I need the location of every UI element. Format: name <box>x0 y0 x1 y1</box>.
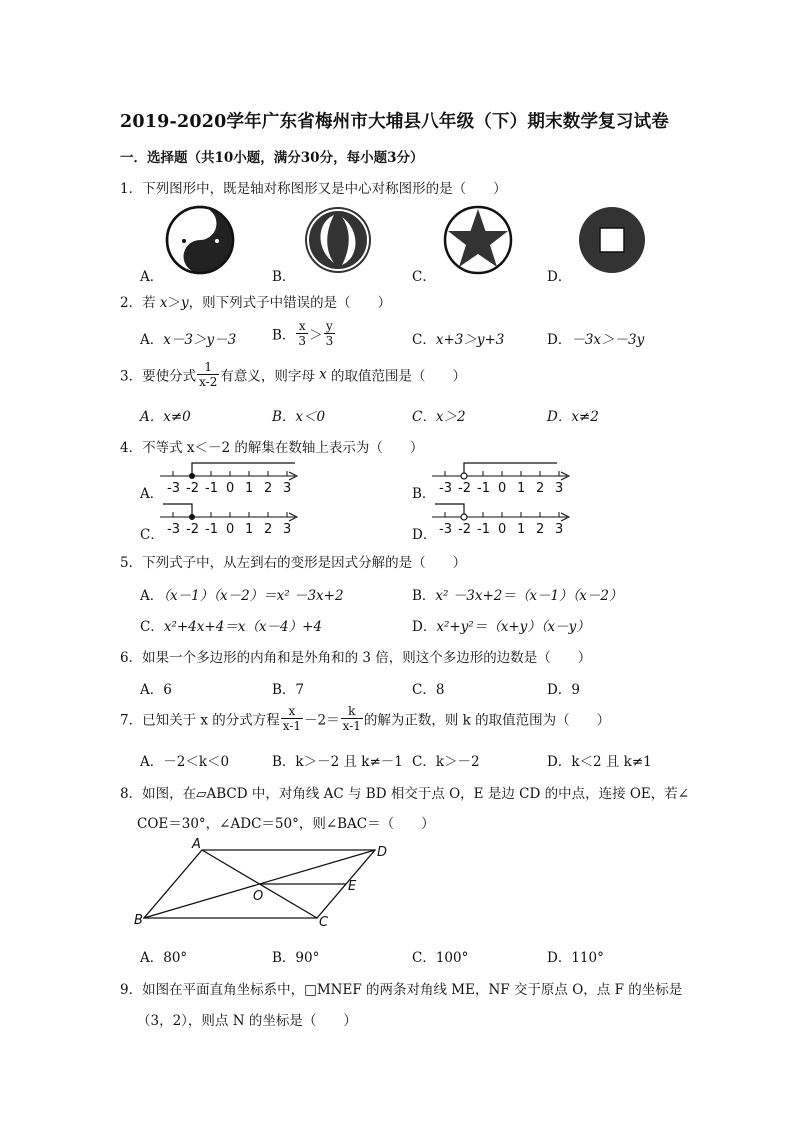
tick-label: 0 <box>226 522 235 537</box>
tick-label: 2 <box>264 522 273 537</box>
tick-label: -2 <box>186 481 199 496</box>
tick-label: -3 <box>167 481 180 496</box>
tick-label: 3 <box>283 481 292 496</box>
page-title: 2019-2020学年广东省梅州市大埔县八年级（下）期末数学复习试卷 <box>120 112 669 132</box>
option-b: B．x＜0 <box>272 409 326 425</box>
tick-label: 2 <box>536 522 545 537</box>
option-a-label: A． <box>140 269 164 285</box>
option-c: C．x+3＞y+3 <box>412 332 505 348</box>
option-a-label: A． <box>140 486 164 502</box>
point-o-label: O <box>253 889 264 904</box>
option-c: C．8 <box>412 682 445 698</box>
tick-label: -1 <box>205 481 218 496</box>
tick-label: -1 <box>477 481 490 496</box>
option-c: C．100° <box>412 950 469 966</box>
option-b-label: B． <box>272 269 296 285</box>
square-in-circle-icon <box>572 205 654 275</box>
option-d: D．9 <box>547 682 580 698</box>
point-b-label: B <box>134 913 143 928</box>
star-in-circle-icon <box>438 205 520 275</box>
point-a-label: A <box>192 838 201 852</box>
tick-label: 1 <box>245 522 254 537</box>
option-a: A．（x－1）（x－2）＝x² －3x+2 <box>140 588 344 604</box>
question-3: 3．要使分式 $\frac{1}{x-2}$ 有意义，则字母 x 的取值范围是（ ） <box>120 360 467 389</box>
tick-label: 1 <box>517 522 526 537</box>
question-8-line-2: COE＝30°，∠ADC＝50°，则∠BAC＝（ ） <box>137 816 435 832</box>
question-9-line-1: 9．如图在平面直角坐标系中，□MNEF 的两条对角线 ME，NF 交于原点 O，点 F 的坐标是 <box>120 982 683 998</box>
section-heading: 一．选择题（共10小题，满分30分，每小题3分） <box>120 150 424 166</box>
option-a: A．x≠0 <box>140 409 191 425</box>
question-6: 6．如果一个多边形的内角和是外角和的 3 倍，则这个多边形的边数是（ ） <box>120 650 592 666</box>
option-c-label: C． <box>140 527 164 543</box>
swirl-icon <box>298 205 380 275</box>
tick-label: -3 <box>439 481 452 496</box>
option-d: D．x≠2 <box>547 409 599 425</box>
option-d-label: D． <box>547 269 572 285</box>
yin-yang-icon <box>160 205 242 275</box>
option-d: D．k＜2 且 k≠1 <box>547 754 652 770</box>
question-1 <box>120 177 507 197</box>
tick-label: -2 <box>458 481 471 496</box>
point-c-label: C <box>319 915 329 930</box>
option-b: B． $\frac{x}{3}$ ＞ $\frac{y}{3}$ <box>272 319 334 348</box>
parallelogram-diagram <box>130 838 400 933</box>
point-d-label: D <box>377 845 388 860</box>
tick-label: 3 <box>555 481 564 496</box>
tick-label: 3 <box>283 522 292 537</box>
option-b: B．7 <box>272 682 305 698</box>
option-d: D．－3x＞－3y <box>547 332 645 348</box>
tick-label: 3 <box>555 522 564 537</box>
option-c-label: C． <box>412 269 436 285</box>
tick-label: 0 <box>226 481 235 496</box>
question-7: 7．已知关于 x 的分式方程 $\frac{x}{x-1}$ －2＝ $\frac{k}{x-1}$ 的解为正数，则 k 的取值范围为（ ） <box>120 704 611 733</box>
tick-label: -1 <box>477 522 490 537</box>
option-a: A．－2＜k＜0 <box>140 754 230 770</box>
option-d-label: D． <box>412 527 437 543</box>
tick-label: -3 <box>439 522 452 537</box>
point-e-label: E <box>348 879 357 894</box>
tick-label: -1 <box>205 522 218 537</box>
tick-label: 1 <box>245 481 254 496</box>
option-c: C．x²+4x+4＝x（x－4）+4 <box>140 619 323 635</box>
number-line-d <box>427 501 577 537</box>
option-b: B．90° <box>272 950 320 966</box>
option-d: D．x²+y²＝（x+y）（x－y） <box>412 619 590 635</box>
option-b: B．x² －3x+2＝（x－1）（x－2） <box>412 588 623 604</box>
tick-label: 2 <box>536 481 545 496</box>
option-a: A．x－3＞y－3 <box>140 332 237 348</box>
tick-label: 0 <box>498 481 507 496</box>
question-2: 2．若 x＞y，则下列式子中错误的是（ ） <box>120 295 392 311</box>
option-d: D．110° <box>547 950 604 966</box>
question-4: 4．不等式 x＜－2 的解集在数轴上表示为（ ） <box>120 440 424 456</box>
option-b: B．k＞－2 且 k≠－1 <box>272 754 403 770</box>
tick-label: 0 <box>498 522 507 537</box>
option-c: C．x＞2 <box>412 409 466 425</box>
tick-label: -2 <box>458 522 471 537</box>
number-line-b <box>427 460 577 496</box>
question-stem: 下列图形中，既是轴对称图形又是中心对称图形的是（ ） <box>142 181 507 197</box>
option-b-label: B． <box>412 486 436 502</box>
option-c: C．k＞－2 <box>412 754 480 770</box>
question-number: 1． <box>120 181 143 197</box>
option-a: A．6 <box>140 682 172 698</box>
tick-label: -3 <box>167 522 180 537</box>
question-5: 5．下列式子中，从左到右的变形是因式分解的是（ ） <box>120 555 467 571</box>
number-line-a <box>155 460 305 496</box>
tick-label: 2 <box>264 481 273 496</box>
tick-label: -2 <box>186 522 199 537</box>
number-line-c <box>155 501 305 537</box>
question-8-line-1: 8．如图，在▱ABCD 中，对角线 AC 与 BD 相交于点 O，E 是边 CD 的中点，连接 OE，若∠ <box>120 786 690 802</box>
option-a: A．80° <box>140 950 188 966</box>
tick-label: 1 <box>517 481 526 496</box>
question-9-line-2: （3，2），则点 N 的坐标是（ ） <box>137 1013 357 1029</box>
